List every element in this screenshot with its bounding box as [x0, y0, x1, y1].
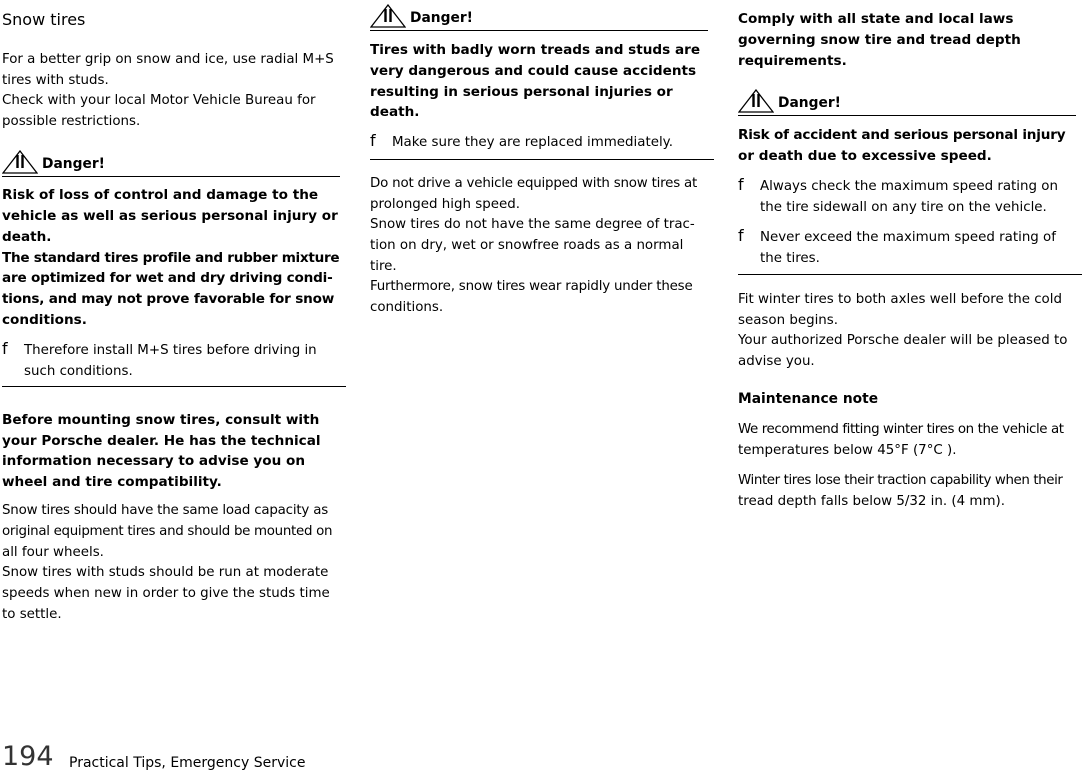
warning-line: vehicle as well as serious personal injury or: [2, 208, 338, 224]
intro-line: For a better grip on snow and ice, use radial M+S: [2, 52, 334, 67]
warning-line: Risk of loss of control and damage to the: [2, 187, 319, 203]
warning-line: resulting in serious personal injuries or: [370, 84, 673, 100]
load-line: Snow tires should have the same load capacity as: [2, 503, 328, 518]
fit-line: advise you.: [738, 354, 815, 369]
comply-line: governing snow tire and tread depth: [738, 32, 1021, 48]
consult-line: your Porsche dealer. He has the technical: [2, 433, 321, 449]
warning-triangle-icon: [738, 89, 774, 113]
danger-rule: [370, 30, 708, 31]
bullet-mark: f: [738, 175, 744, 194]
comply-line: requirements.: [738, 53, 847, 69]
warning-line: are optimized for wet and dry driving condi-: [2, 270, 333, 286]
section-title: Snow tires: [2, 10, 86, 29]
warning-line: The standard tires profile and rubber mixture: [2, 250, 340, 266]
section-divider: [370, 159, 714, 160]
warning-triangle-icon: [2, 150, 38, 174]
consult-line: wheel and tire compatibility.: [2, 474, 222, 490]
consult-line: information necessary to advise you on: [2, 453, 306, 469]
intro-line: possible restrictions.: [2, 114, 141, 129]
danger-label: Danger!: [778, 95, 841, 111]
fit-line: season begins.: [738, 313, 839, 328]
load-line: all four wheels.: [2, 545, 104, 560]
text-line: Furthermore, snow tires wear rapidly under these: [370, 279, 693, 294]
text-line: Do not drive a vehicle equipped with snow tires at: [370, 176, 698, 191]
consult-line: Before mounting snow tires, consult with: [2, 412, 320, 428]
text-line: Snow tires do not have the same degree of trac-: [370, 217, 695, 232]
note-line: We recommend fitting winter tires on the vehicle at: [738, 422, 1064, 437]
warning-line: very dangerous and could cause accidents: [370, 63, 697, 79]
bullet-line: Therefore install M+S tires before driving in: [24, 343, 317, 358]
bullet-line: Always check the maximum speed rating on: [760, 179, 1058, 194]
warning-line: or death due to excessive speed.: [738, 148, 992, 164]
note-line: Winter tires lose their traction capability when their: [738, 473, 1063, 488]
danger-rule: [2, 176, 340, 177]
load-line: Snow tires with studs should be run at moderate: [2, 565, 329, 580]
warning-line: death.: [2, 229, 52, 245]
danger-header: [738, 89, 1076, 115]
danger-label: Danger!: [42, 156, 105, 172]
fit-line: Your authorized Porsche dealer will be pleased to: [738, 333, 1068, 348]
comply-line: Comply with all state and local laws: [738, 11, 1014, 27]
bullet-mark: f: [2, 339, 8, 358]
bullet-mark: f: [738, 226, 744, 245]
warning-line: Risk of accident and serious personal injury: [738, 127, 1066, 143]
warning-line: death.: [370, 104, 420, 120]
intro-line: tires with studs.: [2, 73, 109, 88]
intro-line: Check with your local Motor Vehicle Bureau for: [2, 93, 316, 108]
bullet-line: Never exceed the maximum speed rating of: [760, 230, 1056, 245]
bullet-line: the tires.: [760, 251, 820, 266]
section-divider: [738, 274, 1082, 275]
bullet-mark: f: [370, 131, 376, 150]
load-line: speeds when new in order to give the studs time: [2, 586, 330, 601]
page-number: 194: [2, 741, 54, 772]
section-divider: [2, 386, 346, 387]
text-line: tire.: [370, 259, 397, 274]
note-line: tread depth falls below 5/32 in. (4 mm).: [738, 494, 1005, 509]
load-line: to settle.: [2, 607, 62, 622]
maintenance-heading: Maintenance note: [738, 391, 879, 407]
warning-line: tions, and may not prove favorable for snow: [2, 291, 335, 307]
danger-header: [2, 150, 340, 176]
warning-triangle-icon: [370, 4, 406, 28]
text-line: prolonged high speed.: [370, 197, 520, 212]
text-line: tion on dry, wet or snowfree roads as a normal: [370, 238, 684, 253]
warning-line: Tires with badly worn treads and studs are: [370, 42, 701, 58]
danger-header: [370, 4, 708, 30]
load-line: original equipment tires and should be mounted on: [2, 524, 333, 539]
footer-title: Practical Tips, Emergency Service: [69, 755, 306, 771]
text-line: conditions.: [370, 300, 444, 315]
note-line: temperatures below 45°F (7°C ).: [738, 443, 957, 458]
danger-label: Danger!: [410, 10, 473, 26]
bullet-line: Make sure they are replaced immediately.: [392, 135, 673, 150]
warning-line: conditions.: [2, 312, 87, 328]
bullet-line: such conditions.: [24, 364, 133, 379]
fit-line: Fit winter tires to both axles well before the cold: [738, 292, 1062, 307]
danger-rule: [738, 115, 1076, 116]
bullet-line: the tire sidewall on any tire on the vehicle.: [760, 200, 1047, 215]
